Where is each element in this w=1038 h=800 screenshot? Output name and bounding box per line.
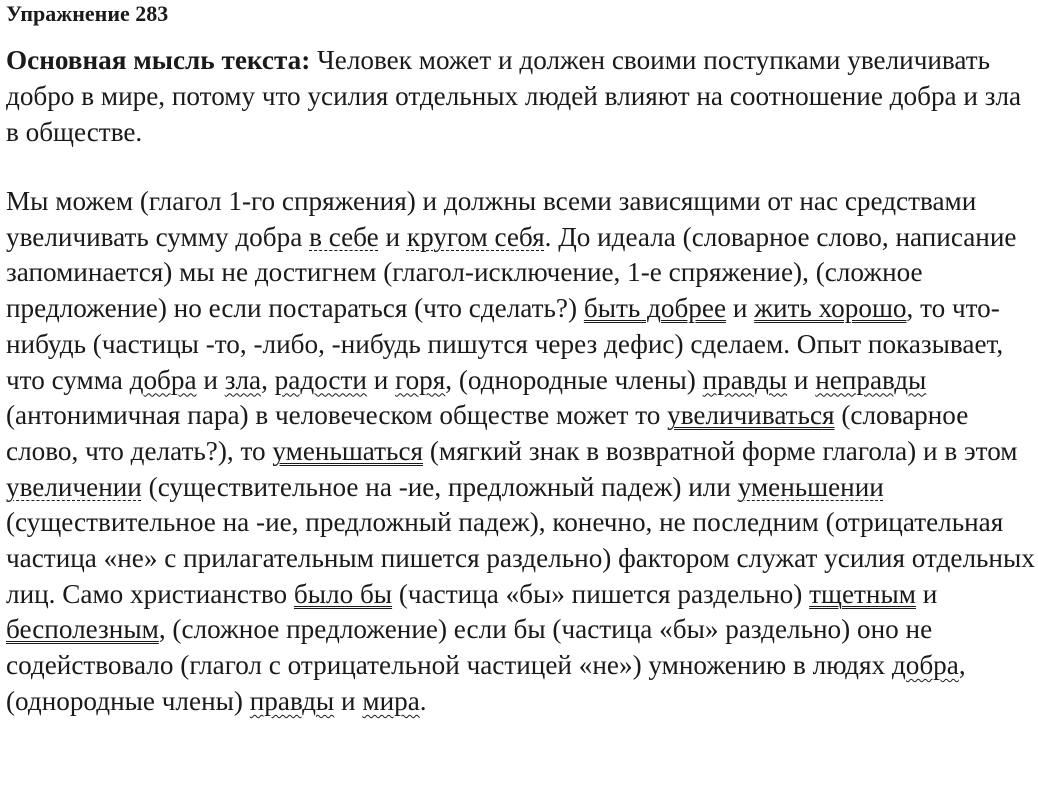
text-segment: . [419,685,427,716]
text-segment: и [334,685,363,716]
text-segment: . До идеала (словарное слово, написание запоминается) мы не достигнем (глагол-исключение, 1-е спряжение), (сложное предложение) но если постараться (что сделать?) [6,221,1017,324]
text-segment: и [366,364,396,395]
text-segment: (существительное на -ие, предложный падеж), конечно, не последним (отрицательная частица «не» с прилагательным пишется раздельно) фактором служат усилия отдельных лиц. Само христианство [6,507,1035,609]
main-idea-label: Основная мысль текста: [6,45,311,75]
underlined-word: кругом себя [406,221,545,252]
analysis-paragraph [6,184,1036,720]
text-segment: (мягкий знак в возвратной форме глагола) и в этом [423,435,1018,466]
underlined-word: увеличении [6,471,142,502]
underlined-word: уменьшении [737,471,884,502]
text-segment: , то что-нибудь (частицы -то, -либо, -нибудь пишутся через дефис) сделаем. Опыт показывает, что сумма [6,293,1004,395]
text-segment: (антонимичная пара) в человеческом обществе может то [6,400,668,431]
underlined-word: зла [224,364,262,395]
text-segment: и [196,364,225,395]
underlined-word: горя [395,364,446,395]
text-segment: Мы можем (глагол 1-го спряжения) и должны всеми зависящими от нас средствами увеличивать сумму добра [6,186,977,252]
text-segment: и [915,578,938,609]
underlined-word: уменьшаться [272,435,424,466]
text-segment: , [261,364,275,395]
underlined-word: правды [249,685,335,716]
text-segment: , (сложное предложение) если бы (частица «бы» раздельно) оно не содействовало (глагол с отрицательной частицей «не») умножению в людях [6,614,933,681]
underlined-word: увеличиваться [667,400,835,431]
underlined-word: добра [129,364,197,395]
text-segment: и [787,364,816,395]
main-idea-text: Человек может и должен своими поступками увеличивать добро в мире, потому что усилия отдельных людей влияют на соотношение добра и зла в обществе. [6,45,1022,147]
text-segment: (частица «бы» пишется раздельно) [392,578,810,609]
underlined-word: добра [891,650,959,681]
underlined-word: неправды [815,364,927,395]
text-segment: и [726,293,755,324]
underlined-word: было бы [293,578,393,609]
main-idea-paragraph [6,42,1034,150]
text-segment: и [378,221,407,252]
text-segment: , (однородные члены) [6,650,966,716]
exercise-title: Упражнение 283 [6,1,169,26]
underlined-word: бесполезным [6,614,159,645]
underlined-word: в себе [309,221,379,252]
underlined-word: жить хорошо [754,293,907,324]
underlined-word: мира [362,685,420,716]
underlined-word: тщетным [809,578,916,609]
text-segment: (существительное на -ие, предложный падеж) или [141,471,738,502]
underlined-word: быть добрее [583,293,727,324]
underlined-word: радости [274,364,367,395]
underlined-word: правды [702,364,788,395]
text-segment: (словарное слово, что делать?), то [6,400,969,466]
text-segment: , (однородные члены) [445,364,703,395]
